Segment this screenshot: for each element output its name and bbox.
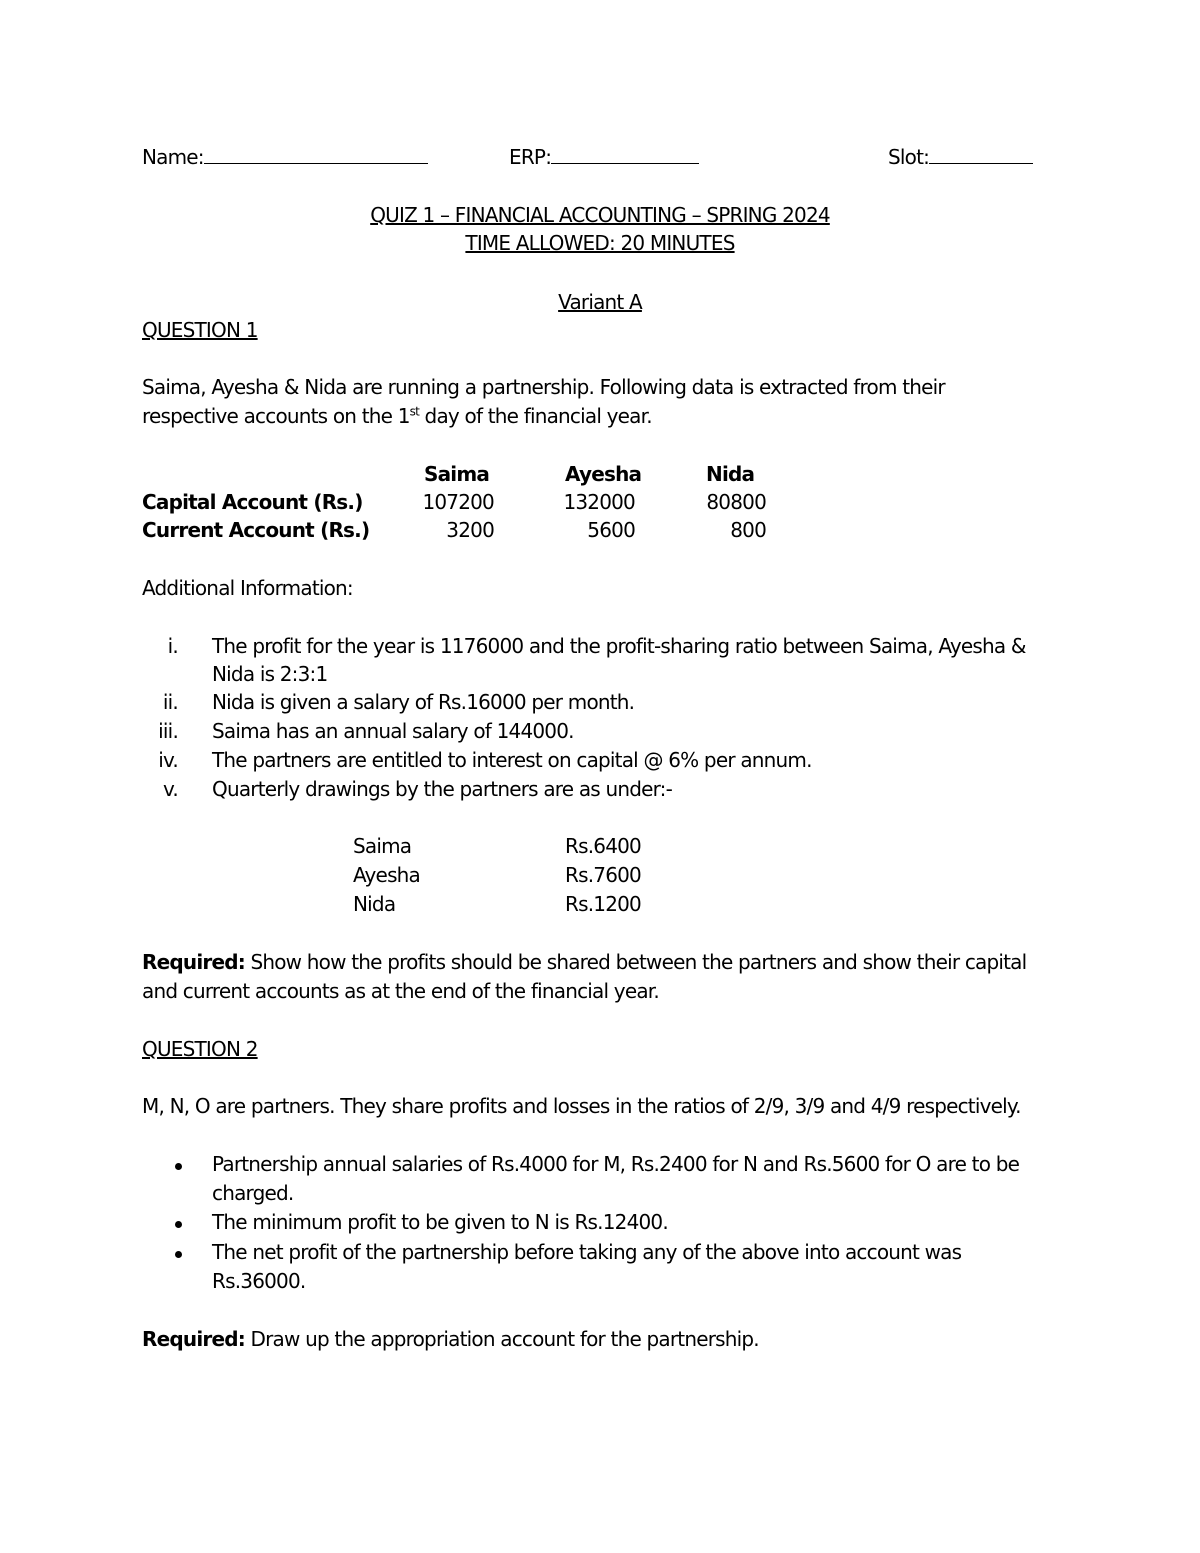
q1-required-line1: Required: Show how the profits should be shared between the partners and show their capital (142, 950, 1027, 974)
bullet-text-cont: Rs.36000. (212, 1269, 306, 1293)
list-item-text: The profit for the year is 1176000 and the profit-sharing ratio between Saima, Ayesha & (212, 634, 1026, 658)
list-item-text-cont: Nida is 2:3:1 (212, 662, 328, 686)
list-item-text: Saima has an annual salary of 144000. (212, 719, 574, 743)
bullet-text-cont: charged. (212, 1181, 294, 1205)
list-item-number: iii. (158, 719, 178, 743)
erp-blank (551, 145, 699, 164)
row-label-current: Current Account (Rs.) (142, 518, 370, 542)
row-label-capital: Capital Account (Rs.) (142, 490, 363, 514)
quiz-title: QUIZ 1 – FINANCIAL ACCOUNTING – SPRING 2024 (370, 203, 830, 227)
cell-capital-nida: 80800 (706, 490, 766, 514)
drawings-partner-name: Nida (353, 892, 396, 916)
bullet-icon (175, 1251, 182, 1258)
q1-intro-line1: Saima, Ayesha & Nida are running a partnership. Following data is extracted from their (142, 375, 945, 399)
name-blank (204, 145, 428, 164)
bullet-text: The minimum profit to be given to N is Rs.12400. (212, 1210, 668, 1234)
cell-capital-ayesha: 132000 (563, 490, 635, 514)
list-item-text: Nida is given a salary of Rs.16000 per month. (212, 690, 635, 714)
erp-field (509, 145, 699, 169)
list-item-number: v. (162, 777, 178, 801)
list-item-number: i. (167, 634, 178, 658)
drawings-amount: Rs.7600 (565, 863, 641, 887)
slot-field (888, 145, 1033, 169)
list-item-text: The partners are entitled to interest on capital @ 6% per annum. (212, 748, 812, 772)
name-field (142, 145, 428, 169)
time-allowed: TIME ALLOWED: 20 MINUTES (465, 231, 735, 255)
cell-current-saima: 3200 (446, 518, 494, 542)
list-item-number: ii. (162, 690, 178, 714)
bullet-text: Partnership annual salaries of Rs.4000 for M, Rs.2400 for N and Rs.5600 for O are to be (212, 1152, 1020, 1176)
bullet-icon (175, 1163, 182, 1170)
list-item-text: Quarterly drawings by the partners are as under:- (212, 777, 673, 801)
q2-required: Required: Draw up the appropriation account for the partnership. (142, 1327, 759, 1351)
erp-label: ERP: (509, 145, 552, 169)
bullet-icon (175, 1221, 182, 1228)
required-label: Required: (142, 1327, 245, 1351)
list-item-number: iv. (158, 748, 178, 772)
bullet-text: The net profit of the partnership before taking any of the above into account was (212, 1240, 962, 1264)
column-header-nida: Nida (706, 462, 755, 486)
cell-current-ayesha: 5600 (587, 518, 635, 542)
slot-blank (929, 145, 1033, 164)
question-1-heading: QUESTION 1 (142, 318, 258, 342)
additional-info-label: Additional Information: (142, 576, 353, 600)
question-2-heading: QUESTION 2 (142, 1037, 258, 1061)
column-header-ayesha: Ayesha (565, 462, 642, 486)
column-header-saima: Saima (424, 462, 490, 486)
cell-current-nida: 800 (730, 518, 766, 542)
q1-required-line2: and current accounts as at the end of the financial year. (142, 979, 659, 1003)
cell-capital-saima: 107200 (422, 490, 494, 514)
q2-intro: M, N, O are partners. They share profits and losses in the ratios of 2/9, 3/9 and 4/9 respectively. (142, 1094, 1021, 1118)
slot-label: Slot: (888, 145, 930, 169)
required-label: Required: (142, 950, 245, 974)
drawings-amount: Rs.1200 (565, 892, 641, 916)
q1-intro-line2: respective accounts on the 1st day of the financial year. (142, 404, 652, 428)
name-label: Name: (142, 145, 204, 169)
drawings-amount: Rs.6400 (565, 834, 641, 858)
drawings-partner-name: Saima (353, 834, 412, 858)
variant-label: Variant A (558, 290, 642, 314)
drawings-partner-name: Ayesha (353, 863, 421, 887)
